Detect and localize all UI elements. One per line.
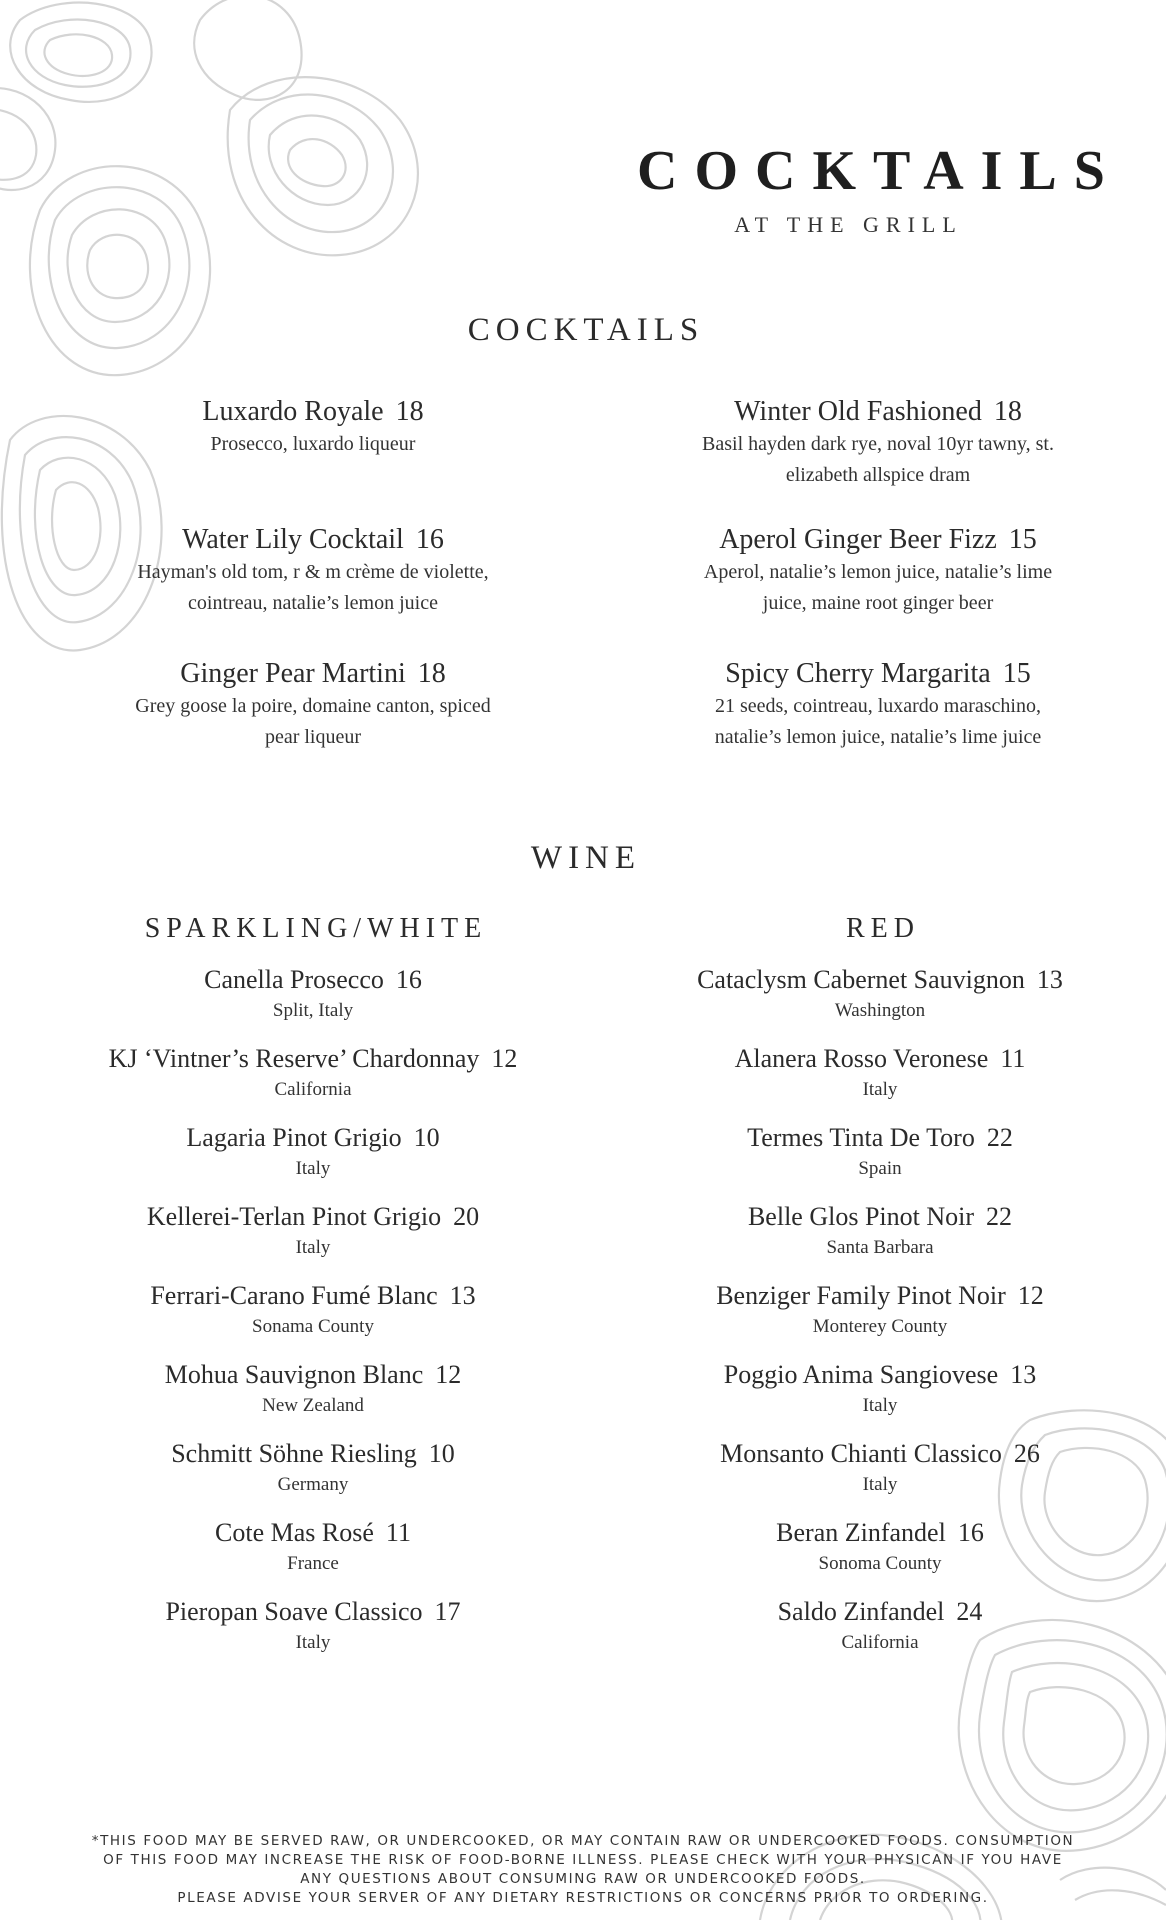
item-title	[53, 964, 573, 996]
item-origin: Italy	[862, 1474, 898, 1495]
item-title	[620, 1596, 1140, 1628]
item-title	[618, 395, 1138, 429]
item-price: 24	[956, 1597, 983, 1626]
item-price: 11	[1000, 1044, 1026, 1073]
item-price: 12	[491, 1044, 518, 1073]
item-price: 18	[417, 658, 446, 689]
item-title	[53, 395, 573, 429]
item-title	[620, 1438, 1140, 1470]
wine-item	[53, 1359, 573, 1438]
wine-item	[620, 964, 1140, 1043]
item-name: Luxardo Royale	[202, 396, 384, 427]
wine-item	[53, 964, 573, 1043]
item-name: Termes Tinta De Toro	[747, 1123, 975, 1152]
item-title	[620, 1280, 1140, 1312]
wine-red-heading: RED	[846, 913, 920, 944]
item-price: 17	[434, 1597, 461, 1626]
item-name: Winter Old Fashioned	[734, 396, 982, 427]
item-description: Basil hayden dark rye, noval 10yr tawny, st. elizabeth allspice dram	[702, 433, 1054, 486]
item-price: 22	[986, 1202, 1013, 1231]
wine-item	[53, 1280, 573, 1359]
item-name: Mohua Sauvignon Blanc	[164, 1360, 424, 1389]
item-price: 15	[1008, 524, 1037, 555]
wine-item	[620, 1517, 1140, 1596]
item-description: Prosecco, luxardo liqueur	[210, 433, 416, 455]
item-title	[53, 523, 573, 557]
item-title	[620, 1359, 1140, 1391]
item-origin: Spain	[858, 1158, 902, 1179]
item-name: Cote Mas Rosé	[215, 1518, 374, 1547]
item-name: KJ ‘Vintner’s Reserve’ Chardonnay	[108, 1044, 480, 1073]
item-name: Schmitt Söhne Riesling	[171, 1439, 417, 1468]
item-title	[620, 1201, 1140, 1233]
menu-subtitle: AT THE GRILL	[734, 212, 963, 237]
item-description: Grey goose la poire, domaine canton, spiced pear liqueur	[135, 695, 491, 748]
menu-item	[618, 523, 1138, 657]
menu-item	[53, 657, 573, 785]
wine-item	[53, 1517, 573, 1596]
wine-section-heading: WINE	[530, 840, 642, 876]
item-origin: Italy	[295, 1632, 331, 1653]
item-name: Saldo Zinfandel	[777, 1597, 945, 1626]
item-price: 11	[385, 1518, 411, 1547]
item-price: 22	[986, 1123, 1013, 1152]
item-origin: Italy	[862, 1079, 898, 1100]
item-origin: Monterey County	[812, 1316, 948, 1337]
item-title	[53, 1517, 573, 1549]
item-origin: California	[841, 1632, 919, 1653]
menu-item	[618, 395, 1138, 523]
item-price: 16	[395, 965, 422, 994]
menu-header	[620, 138, 1122, 238]
wine-item	[53, 1201, 573, 1280]
wine-item	[620, 1596, 1140, 1675]
item-name: Kellerei-Terlan Pinot Grigio	[146, 1202, 442, 1231]
item-title	[618, 523, 1138, 557]
item-origin: Italy	[862, 1395, 898, 1416]
item-description: Aperol, natalie’s lemon juice, natalie’s lime juice, maine root ginger beer	[703, 561, 1053, 614]
item-name: Ginger Pear Martini	[180, 658, 406, 689]
menu-item	[53, 523, 573, 657]
wine-item	[53, 1438, 573, 1517]
item-name: Lagaria Pinot Grigio	[186, 1123, 402, 1152]
item-name: Benziger Family Pinot Noir	[716, 1281, 1006, 1310]
wine-item	[620, 1122, 1140, 1201]
menu-title: COCKTAILS	[637, 140, 1122, 202]
item-origin: California	[274, 1079, 352, 1100]
item-price: 18	[993, 396, 1022, 427]
item-title	[53, 1359, 573, 1391]
wine-item	[620, 1043, 1140, 1122]
item-price: 13	[1036, 965, 1063, 994]
item-origin: New Zealand	[262, 1395, 364, 1416]
wine-item	[620, 1359, 1140, 1438]
item-description: 21 seeds, cointreau, luxardo maraschino, natalie’s lemon juice, natalie’s lime juice	[714, 695, 1042, 748]
item-origin: Sonoma County	[818, 1553, 942, 1574]
item-name: Pieropan Soave Classico	[165, 1597, 423, 1626]
item-title	[53, 1280, 573, 1312]
cocktails-section-heading: COCKTAILS	[467, 312, 705, 348]
disclaimer-line: ANY QUESTIONS ABOUT CONSUMING RAW OR UNDERCOOKED FOODS.	[300, 1871, 866, 1887]
item-origin: Germany	[277, 1474, 349, 1495]
item-name: Beran Zinfandel	[776, 1518, 946, 1547]
item-title	[53, 1596, 573, 1628]
wine-item	[620, 1201, 1140, 1280]
item-name: Alanera Rosso Veronese	[734, 1044, 989, 1073]
item-description: Hayman's old tom, r & m crème de violette, cointreau, natalie’s lemon juice	[137, 561, 489, 614]
item-price: 20	[453, 1202, 480, 1231]
item-price: 12	[435, 1360, 462, 1389]
item-title	[620, 1122, 1140, 1154]
item-name: Cataclysm Cabernet Sauvignon	[697, 965, 1025, 994]
item-title	[53, 1122, 573, 1154]
item-price: 13	[449, 1281, 476, 1310]
wine-white-heading: SPARKLING/WHITE	[144, 913, 488, 944]
item-origin: Sonama County	[252, 1316, 374, 1337]
wine-white-column	[53, 912, 573, 1675]
cocktails-left-column	[53, 395, 573, 785]
item-origin: Santa Barbara	[826, 1237, 934, 1258]
item-price: 12	[1017, 1281, 1044, 1310]
item-origin: Split, Italy	[272, 1000, 354, 1021]
item-name: Monsanto Chianti Classico	[720, 1439, 1002, 1468]
wine-item	[620, 1280, 1140, 1359]
allergy-disclaimer	[30, 1832, 1136, 1908]
item-price: 13	[1010, 1360, 1037, 1389]
item-title	[53, 657, 573, 691]
item-origin: Washington	[834, 1000, 926, 1021]
item-name: Ferrari-Carano Fumé Blanc	[150, 1281, 438, 1310]
item-name: Spicy Cherry Margarita	[725, 658, 991, 689]
item-price: 15	[1002, 658, 1031, 689]
item-price: 10	[428, 1439, 455, 1468]
disclaimer-line: *THIS FOOD MAY BE SERVED RAW, OR UNDERCOOKED, OR MAY CONTAIN RAW OR UNDERCOOKED FOODS. CONSUMPTION	[91, 1833, 1075, 1849]
wine-red-column	[620, 912, 1140, 1675]
item-price: 10	[413, 1123, 440, 1152]
item-name: Belle Glos Pinot Noir	[747, 1202, 975, 1231]
item-price: 16	[415, 524, 444, 555]
dietary-notice: PLEASE ADVISE YOUR SERVER OF ANY DIETARY RESTRICTIONS OR CONCERNS PRIOR TO ORDERING.	[177, 1890, 989, 1906]
wine-item	[53, 1122, 573, 1201]
wine-item	[53, 1596, 573, 1675]
cocktails-right-column	[618, 395, 1138, 785]
item-title	[618, 657, 1138, 691]
item-price: 26	[1013, 1439, 1040, 1468]
disclaimer-line: OF THIS FOOD MAY INCREASE THE RISK OF FOOD-BORNE ILLNESS. PLEASE CHECK WITH YOUR PHYSICAN IF YOU HAVE	[103, 1852, 1063, 1868]
item-name: Poggio Anima Sangiovese	[723, 1360, 999, 1389]
item-title	[53, 1043, 573, 1075]
item-origin: Italy	[295, 1158, 331, 1179]
item-title	[620, 1517, 1140, 1549]
item-name: Canella Prosecco	[204, 965, 384, 994]
menu-item	[618, 657, 1138, 785]
item-title	[620, 964, 1140, 996]
item-origin: Italy	[295, 1237, 331, 1258]
wine-item	[620, 1438, 1140, 1517]
item-title	[53, 1201, 573, 1233]
item-name: Water Lily Cocktail	[182, 524, 404, 555]
item-origin: France	[287, 1553, 339, 1574]
wine-item	[53, 1043, 573, 1122]
item-name: Aperol Ginger Beer Fizz	[719, 524, 997, 555]
item-price: 16	[957, 1518, 984, 1547]
item-title	[620, 1043, 1140, 1075]
item-title	[53, 1438, 573, 1470]
menu-item	[53, 395, 573, 523]
item-price: 18	[395, 396, 424, 427]
